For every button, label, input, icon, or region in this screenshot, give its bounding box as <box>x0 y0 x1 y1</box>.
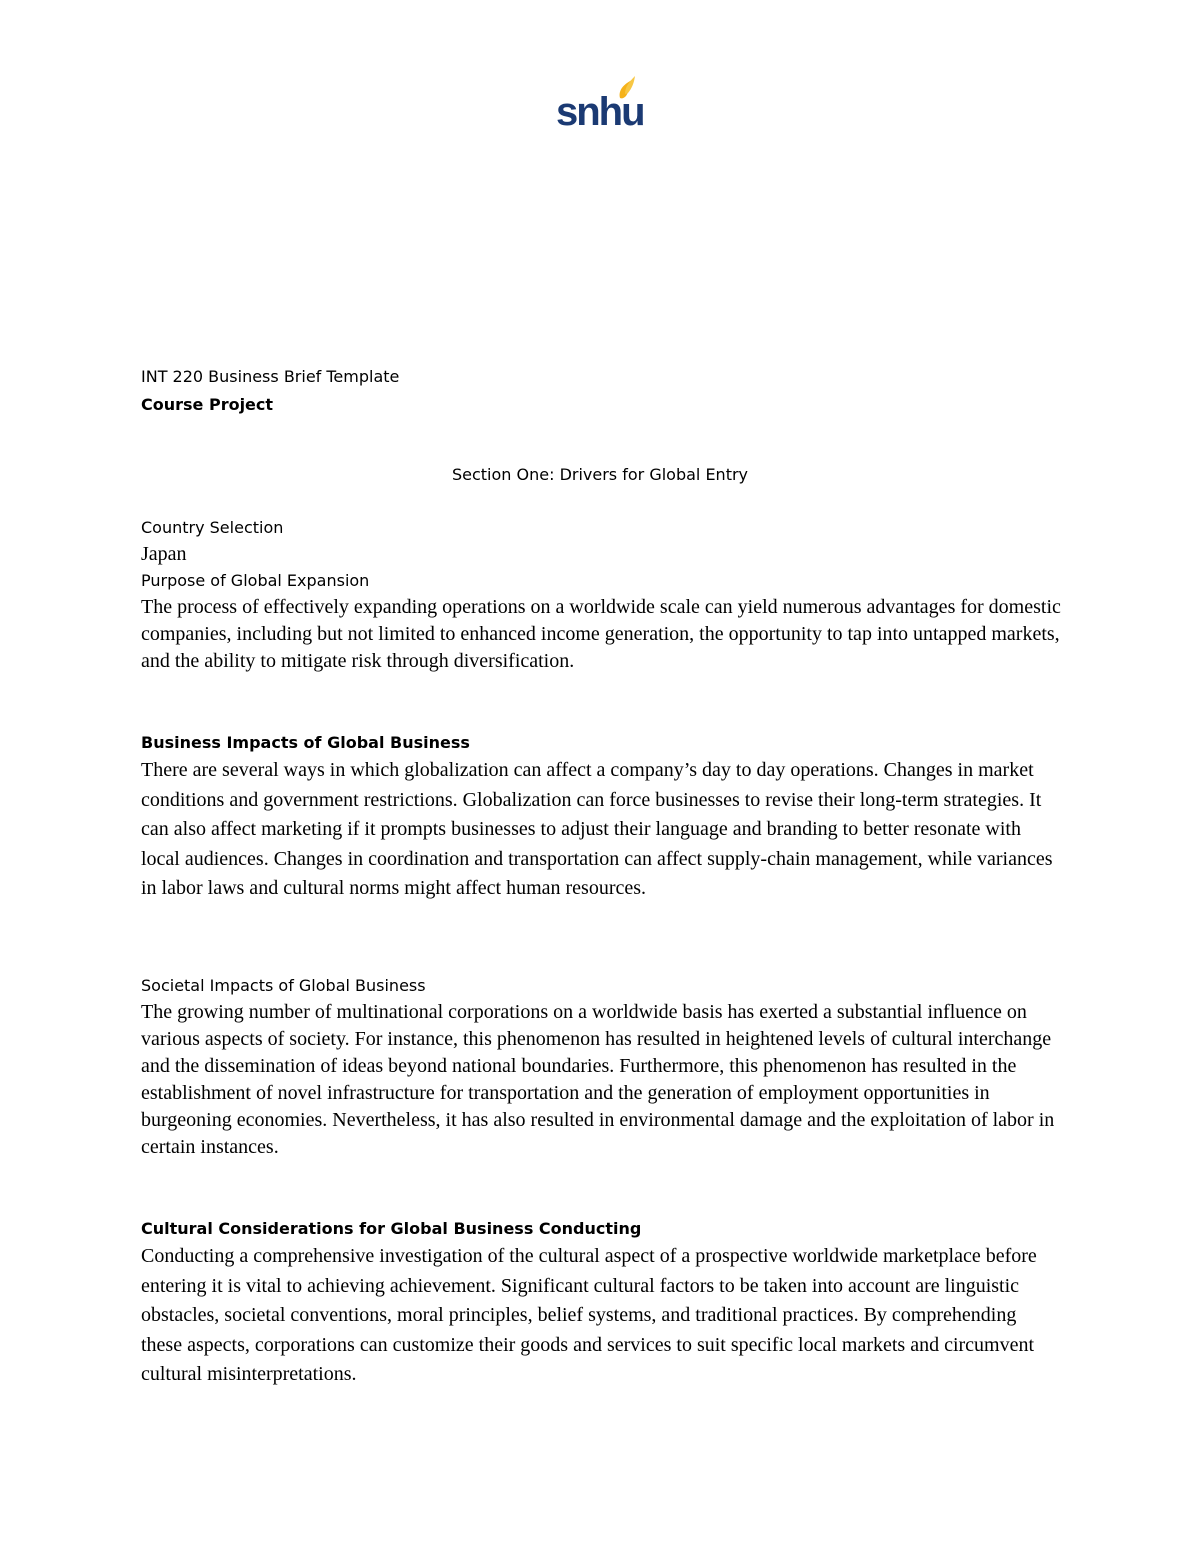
business-impacts-section <box>141 730 1061 904</box>
societal-impacts-section <box>141 973 1061 1161</box>
purpose-label: Purpose of Global Expansion <box>141 571 370 590</box>
section-heading: Section One: Drivers for Global Entry <box>451 465 749 484</box>
document-header <box>141 364 1061 418</box>
country-selection-label: Country Selection <box>141 518 284 537</box>
cultural-considerations-section <box>141 1216 1061 1390</box>
societal-impacts-text: The growing number of multinational corporations on a worldwide basis has exerted a substantial influence on various aspects of society. For instance, this phenomenon has resulted in heightened levels of cultural interchange and the dissemination of ideas beyond national boundaries. Furthermore, this phenomenon has resulted in the establishment of novel infrastructure for transportation and the generation of employment opportunities in burgeoning economies. Nevertheless, it has also resulted in environmental damage and the exploitation of labor in certain instances. <box>141 1001 1055 1158</box>
cultural-considerations-text: Conducting a comprehensive investigation of the cultural aspect of a prospective worldwide marketplace before entering it is vital to achieving achievement. Significant cultural factors to be taken into account are linguistic obstacles, societal conventions, moral principles, belief systems, and traditional practices. By comprehending these aspects, corporations can customize their goods and services to suit specific local markets and circumvent cultural misinterpretations. <box>141 1245 1037 1385</box>
logo-text: snhu <box>556 90 644 134</box>
snhu-logo <box>556 74 644 134</box>
cultural-considerations-label: Cultural Considerations for Global Business Conducting <box>141 1219 642 1238</box>
business-impacts-label: Business Impacts of Global Business <box>141 733 470 752</box>
document-title: INT 220 Business Brief Template <box>141 367 400 386</box>
document-subtitle: Course Project <box>141 395 274 414</box>
country-selection-value: Japan <box>141 543 187 565</box>
purpose-text: The process of effectively expanding operations on a worldwide scale can yield numerous advantages for domestic companies, including but not limited to enhanced income generation, the opportunity to tap into untapped markets, and the ability to mitigate risk through diversification. <box>141 596 1061 672</box>
country-selection-section <box>141 515 1061 675</box>
business-impacts-text: There are several ways in which globalization can affect a company’s day to day operations. Changes in market conditions and government restrictions. Globalization can force businesses to revise their long-term strategies. It can also affect marketing if it prompts businesses to adjust their language and branding to better resonate with local audiences. Changes in coordination and transportation can affect supply-chain management, while variances in labor laws and cultural norms might affect human resources. <box>141 759 1053 899</box>
societal-impacts-label: Societal Impacts of Global Business <box>141 976 426 995</box>
